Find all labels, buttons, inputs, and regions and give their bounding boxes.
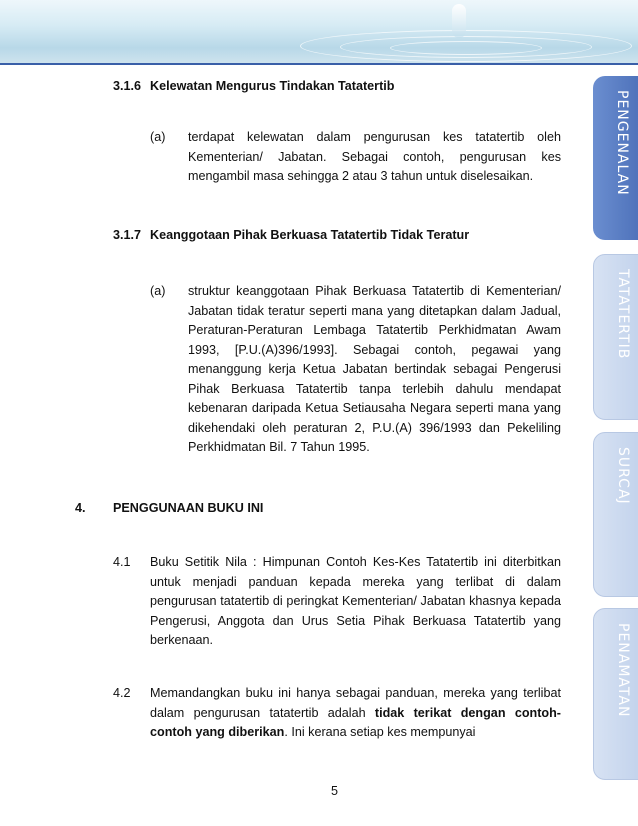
item-label: (a) (150, 284, 166, 298)
item-label: (a) (150, 130, 166, 144)
section-number: 4.2 (113, 686, 131, 700)
section-title: Keanggotaan Pihak Berkuasa Tatatertib Tidak Teratur (150, 228, 470, 242)
tab-penamatan[interactable] (593, 608, 638, 780)
tab-tatatertib[interactable] (593, 254, 638, 420)
tab-surcaj[interactable] (593, 432, 638, 597)
section-number: 3.1.6 (113, 79, 142, 93)
paragraph: Buku Setitik Nila : Himpunan Contoh Kes-Kes Tatatertib ini diterbitkan untuk menjadi panduan kepada mereka yang terlibat di dalam pengurusan tatatertib di peringkat Kementerian/ Jabatan khasnya kepada Pengerusi, Anggota dan Urus Setia Pihak Berkuasa Tatatertib yang berkenaan. (150, 555, 561, 647)
section-number: 3.1.7 (113, 228, 142, 242)
header-divider (0, 63, 638, 65)
paragraph: struktur keanggotaan Pihak Berkuasa Tatatertib di Kementerian/ Jabatan tidak teratur seperti mana yang ditetapkan dalam Jadual, Peraturan-Peraturan Lembaga Tatatertib Perkhidmatan Awam 1993, [P.U.(A)396/1993]. Sebagai contoh, pegawai yang menanggung kerja Ketua Jabatan bertindak sebagai Pengerusi Pihak Berkuasa Tatatertib tanpa terlebih dahulu mendapat kebenaran daripada Ketua Setiausaha Negara seperti mana yang dikehendaki oleh peraturan 2, P.U.(A) 396/1993 dan Pekeliling Perkhidmatan Bil. 7 Tahun 1995. (188, 284, 561, 454)
tab-label: SURCAJ (615, 447, 631, 505)
tab-label: TATATERTIB (615, 269, 631, 360)
tab-label: PENAMATAN (615, 623, 631, 718)
emphasis-text: tidak terikat dengan contoh-contoh yang diberikan (150, 705, 561, 739)
section-number: 4.1 (113, 555, 131, 569)
paragraph: terdapat kelewatan dalam pengurusan kes tatatertib oleh Kementerian/ Jabatan. Sebagai contoh, pengurusan kes mengambil masa sehingga 2 atau 3 tahun untuk diselesaikan. (188, 130, 561, 183)
paragraph: Memandangkan buku ini hanya sebagai panduan, mereka yang terlibat dalam pengurusan tatatertib adalah tidak terikat dengan contoh-contoh yang diberikan. Ini kerana setiap kes mempunyai (150, 686, 561, 739)
section-number: 4. (75, 501, 86, 515)
page-number: 5 (331, 784, 339, 798)
water-drop-image (452, 4, 466, 38)
tab-label: PENGENALAN (614, 90, 630, 196)
section-title: PENGGUNAAN BUKU INI (113, 501, 264, 515)
header-water-banner (0, 0, 638, 64)
section-title: Kelewatan Mengurus Tindakan Tatatertib (150, 79, 395, 93)
tab-pengenalan[interactable] (593, 76, 638, 240)
